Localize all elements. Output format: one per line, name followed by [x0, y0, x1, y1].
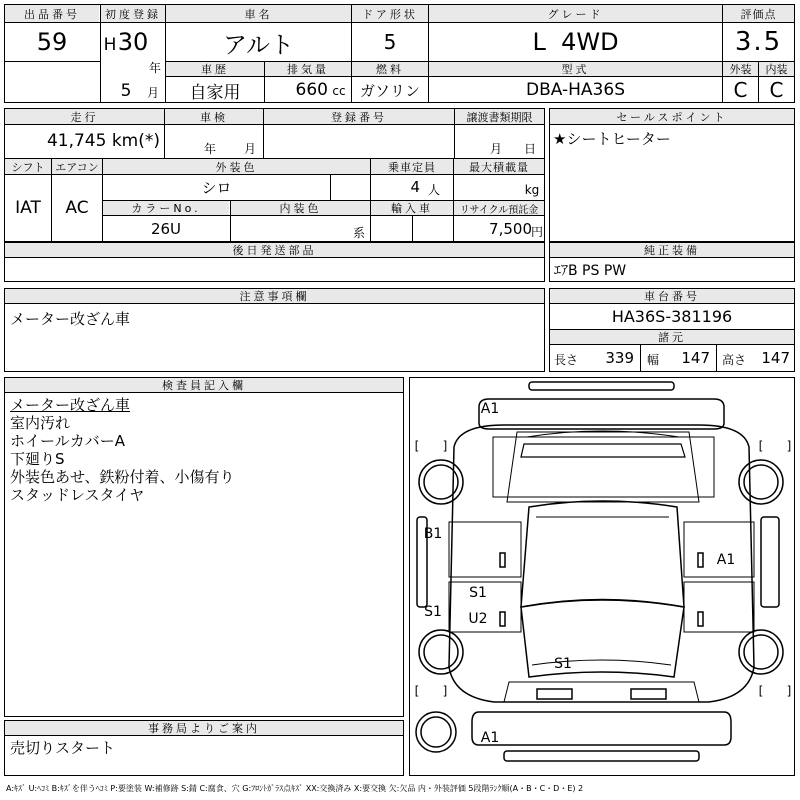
history: 自家用	[189, 82, 241, 103]
history-label: 車歴	[166, 62, 264, 76]
damage-mark: S1	[424, 604, 442, 620]
displacement-label: 排気量	[265, 62, 351, 76]
car-name-label: 車名	[166, 5, 351, 22]
length-label: 長さ	[553, 352, 578, 367]
transfer-month: 月	[489, 141, 502, 156]
damage-mark: B1	[423, 526, 443, 542]
capacity-label: 乗車定員	[371, 159, 453, 174]
inspector-line: ホイールカバーA	[10, 432, 125, 450]
damage-mark: A1	[480, 401, 500, 417]
later-parts-label: 後日発送部品	[5, 243, 544, 257]
inspector-line: メーター改ざん車	[10, 396, 131, 414]
color: シロ	[201, 178, 232, 197]
transfer-day: 日	[523, 141, 536, 156]
lot-no-label: 出品番号	[5, 5, 99, 22]
bracket: ]	[786, 439, 792, 453]
ext-grade: C	[733, 78, 748, 102]
bracket: ]	[442, 439, 448, 453]
recycle-unit: 円	[530, 224, 543, 239]
displacement-unit: cc	[332, 84, 346, 98]
inspector-line: 室内汚れ	[10, 414, 71, 432]
month-unit: 月	[146, 85, 159, 100]
bracket: ]	[442, 684, 448, 698]
color-no: 26U	[150, 219, 182, 238]
max-load-unit: kg	[524, 183, 540, 197]
reg-no-label: 登録番号	[264, 109, 454, 124]
ac: AC	[65, 198, 89, 218]
model: DBA-HA36S	[526, 80, 625, 100]
inspection-year: 年	[203, 141, 216, 156]
car-name: アルト	[222, 30, 295, 59]
inspector-label: 検査員記入欄	[5, 378, 403, 392]
chassis-label: 車台番号	[550, 289, 794, 303]
damage-mark: S1	[469, 585, 487, 601]
inspector-line: 下廻りS	[10, 450, 65, 468]
legend: A:ｷｽﾞ U:ﾍｺﾐ B:ｷｽﾞを伴うﾍｺﾐ P:要塗装 W:補修跡 S:錆 C:腐食、穴 G:ﾌﾛﾝﾄｶﾞﾗｽ点ｷｽﾞ XX:交換済み X:要交換 欠:欠品 内・外装評価 5段階ﾗﾝｸ順(A・B・C・D・E) 2	[6, 783, 584, 793]
office-label: 事務局よりご案内	[5, 721, 403, 735]
office-notice: 売切りスタート	[10, 738, 116, 757]
spec-label: 諸元	[550, 330, 794, 344]
damage-mark: U2	[468, 611, 488, 627]
inspector-line: 外装色あせ、鉄粉付着、小傷有り	[10, 468, 235, 486]
sales-point: ★シートヒーター	[553, 129, 671, 148]
inspection-month: 月	[243, 141, 256, 156]
displacement: 660	[295, 80, 328, 100]
height: 147	[761, 349, 790, 367]
fuel: ガソリン	[359, 81, 420, 100]
reg-year-label: 初度登録	[101, 5, 165, 22]
bracket: [	[414, 439, 420, 453]
caution-label: 注意事項欄	[5, 289, 544, 303]
shift: IAT	[15, 198, 41, 218]
year: 30	[117, 28, 149, 56]
inspector-notes	[10, 396, 235, 504]
car-outline	[409, 377, 795, 776]
ext-label: 外装	[723, 62, 758, 76]
year-unit: 年	[148, 60, 161, 75]
int-color-unit: 系	[352, 225, 365, 240]
color-label: 外装色	[103, 159, 370, 174]
bracket: [	[758, 439, 764, 453]
equip-label: 純正装備	[550, 243, 794, 257]
int-color-label: 内装色	[231, 201, 370, 215]
fuel-label: 燃料	[352, 62, 428, 76]
doors-label: ドア形状	[352, 5, 428, 22]
lot-no: 59	[36, 28, 68, 56]
inspector-line: スタッドレスタイヤ	[10, 486, 145, 504]
ac-label: エアコン	[52, 159, 102, 174]
damage-mark: A1	[480, 730, 500, 746]
mileage-label: 走行	[5, 109, 164, 124]
month: 5	[120, 81, 132, 101]
mileage: 41,745 km(*)	[46, 131, 160, 151]
recycle: 7,500	[489, 219, 532, 238]
bracket: [	[758, 684, 764, 698]
capacity-unit: 人	[427, 182, 440, 197]
length: 339	[605, 349, 634, 367]
grade-label: グレード	[429, 5, 722, 22]
score-label: 評価点	[723, 5, 794, 22]
width: 147	[681, 349, 710, 367]
width-label: 幅	[646, 352, 659, 367]
model-label: 型式	[429, 62, 722, 76]
shift-label: シフト	[5, 159, 51, 174]
damage-mark: S1	[554, 656, 572, 672]
bracket: [	[414, 684, 420, 698]
recycle-label: リサイクル預託金	[454, 201, 544, 215]
int-label: 内装	[759, 62, 794, 76]
era: H	[103, 35, 117, 55]
color-no-label: カラーNo.	[103, 201, 229, 215]
score: 3.5	[734, 27, 783, 57]
inspection-label: 車検	[165, 109, 263, 124]
damage-mark: A1	[716, 552, 736, 568]
caution: メーター改ざん車	[10, 309, 131, 328]
bracket: ]	[786, 684, 792, 698]
max-load-label: 最大積載量	[454, 159, 544, 174]
equipment: ｴｱB PS PW	[554, 263, 627, 279]
grade: L 4WD	[532, 28, 619, 56]
transfer-label: 譲渡書類期限	[455, 109, 544, 124]
int-grade: C	[769, 78, 784, 102]
height-label: 高さ	[721, 352, 746, 367]
import-label: 輸入車	[371, 201, 453, 215]
chassis-no: HA36S-381196	[611, 306, 733, 326]
capacity: 4	[410, 178, 420, 196]
sales-label: セールスポイント	[550, 109, 794, 124]
doors: 5	[383, 30, 397, 54]
